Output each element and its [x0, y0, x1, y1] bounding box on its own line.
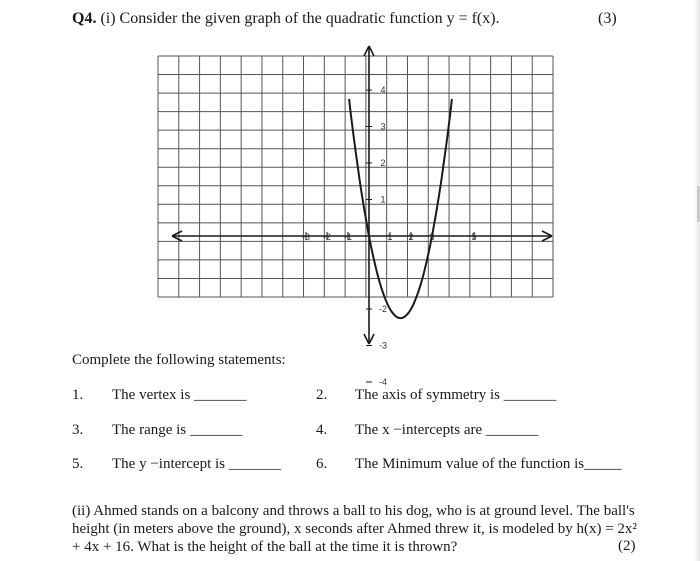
statements-heading: Complete the following statements: [72, 352, 286, 368]
x-tick-label: -3 [301, 232, 311, 242]
part2-text: (ii) Ahmed stands on a balcony and throws a ball to his dog, who is at ground level. The ball's height (in meters above the ground), x seconds after Ahmed threw it, is modeled by h(x) = 2x² + 4x + 16. What is the height of the ball at the time it is thrown? [72, 503, 637, 555]
statement-text: The Minimum value of the function is_____ [355, 456, 622, 472]
y-tick-label: 4 [380, 85, 386, 95]
statement-text: The vertex is _______ [112, 387, 247, 403]
question-number: Q4. [72, 10, 97, 27]
statement-number: 1. [72, 387, 84, 403]
y-tick-label: 3 [380, 121, 386, 132]
statement-number: 2. [316, 387, 328, 403]
statement-text: The x −intercepts are _______ [355, 422, 539, 438]
statement-number: 5. [72, 456, 84, 472]
y-tick-label: 1 [380, 194, 386, 205]
statement-text: The y −intercept is _______ [112, 456, 282, 472]
statement-number: 4. [316, 422, 328, 438]
statement-number: 3. [72, 422, 84, 438]
y-tick-label: -4 [378, 377, 388, 387]
x-tick-label: 1 [387, 232, 393, 242]
y-tick-label: -2 [378, 304, 388, 314]
statement-number: 6. [316, 456, 328, 472]
question-part1-marks: (3) [598, 10, 617, 27]
y-tick-label: 2 [380, 158, 386, 168]
x-tick-label: -2 [322, 232, 332, 242]
x-tick-label: 3 [429, 232, 435, 242]
x-tick-label: 5 [471, 232, 477, 242]
part2-marks: (2) [618, 538, 636, 554]
y-tick-label: -3 [378, 340, 388, 351]
statement-text: The range is _______ [112, 422, 243, 438]
scrollbar-track[interactable] [694, 0, 700, 561]
x-tick-label: -1 [343, 232, 353, 242]
statement-text: The axis of symmetry is _______ [355, 387, 557, 403]
x-tick-label: 2 [408, 232, 414, 242]
parabola-curve [349, 99, 452, 318]
question-part1-text: (i) Consider the given graph of the quadratic function y = f(x). [100, 10, 500, 27]
